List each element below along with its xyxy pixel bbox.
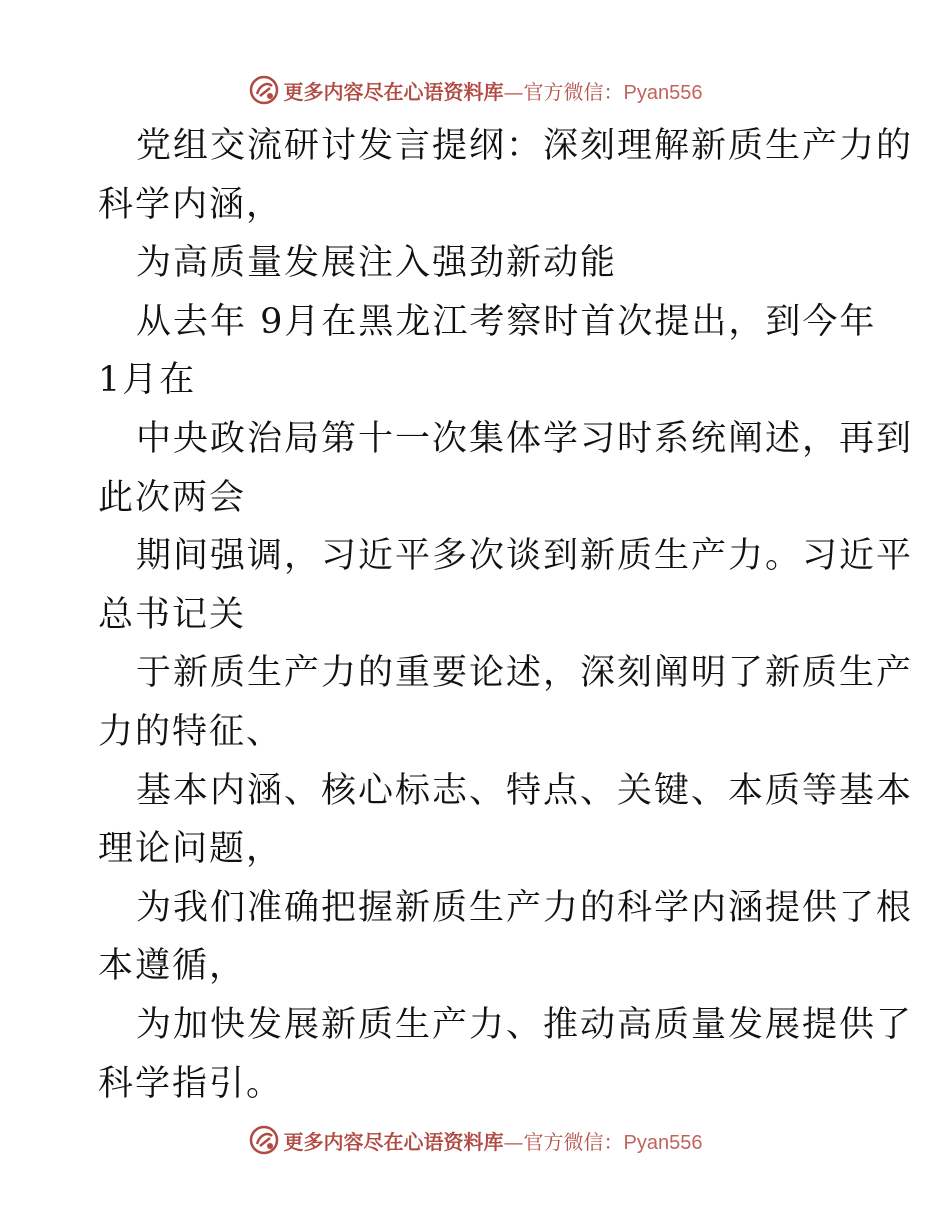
text-line: 为我们准确把握新质生产力的科学内涵提供了根 (136, 887, 914, 928)
header-separator: — (503, 79, 524, 104)
header-banner-text (284, 76, 703, 105)
text-line: 基本内涵、核心标志、特点、关键、本质等基本 (136, 770, 914, 811)
header-banner (0, 70, 950, 110)
footer-site-text: 更多内容尽在心语资料库 (283, 1129, 504, 1154)
text-line: 本遵循， (98, 946, 247, 987)
header-wechat-id: Pyan556 (623, 81, 703, 104)
footer-banner (0, 1120, 950, 1160)
text-line: 科学指引。 (98, 1063, 284, 1104)
text-line: 力的特征、 (98, 711, 284, 752)
text-line: 期间强调，习近平多次谈到新质生产力。习近平 (136, 536, 914, 577)
footer-separator: — (503, 1129, 524, 1154)
text-line: 理论问题， (98, 829, 284, 870)
footer-banner-text (284, 1126, 703, 1155)
text-line: 中央政治局第十一次集体学习时系统阐述，再到 (136, 418, 914, 459)
footer-wechat-label: 官方微信： (523, 1129, 624, 1154)
header-wechat-label: 官方微信： (523, 79, 624, 104)
text-line: 1月在 (98, 360, 197, 401)
red-seal-logo-icon (248, 74, 280, 106)
text-line: 此次两会 (98, 477, 247, 518)
header-site-text: 更多内容尽在心语资料库 (283, 79, 504, 104)
red-seal-logo-icon (248, 1124, 280, 1156)
text-line: 科学内涵， (98, 184, 284, 225)
text-line: 于新质生产力的重要论述，深刻阐明了新质生产 (136, 653, 914, 694)
text-line: 为高质量发展注入强劲新动能 (136, 243, 618, 284)
document-body (98, 117, 914, 1113)
text-line: 党组交流研讨发言提纲：深刻理解新质生产力的 (136, 126, 914, 166)
text-line: 总书记关 (98, 594, 247, 635)
text-line: 从去年 9月在黑龙江考察时首次提出，到今年 (136, 301, 877, 342)
footer-wechat-id: Pyan556 (623, 1131, 703, 1154)
text-line: 为加快发展新质生产力、推动高质量发展提供了 (136, 1004, 914, 1045)
